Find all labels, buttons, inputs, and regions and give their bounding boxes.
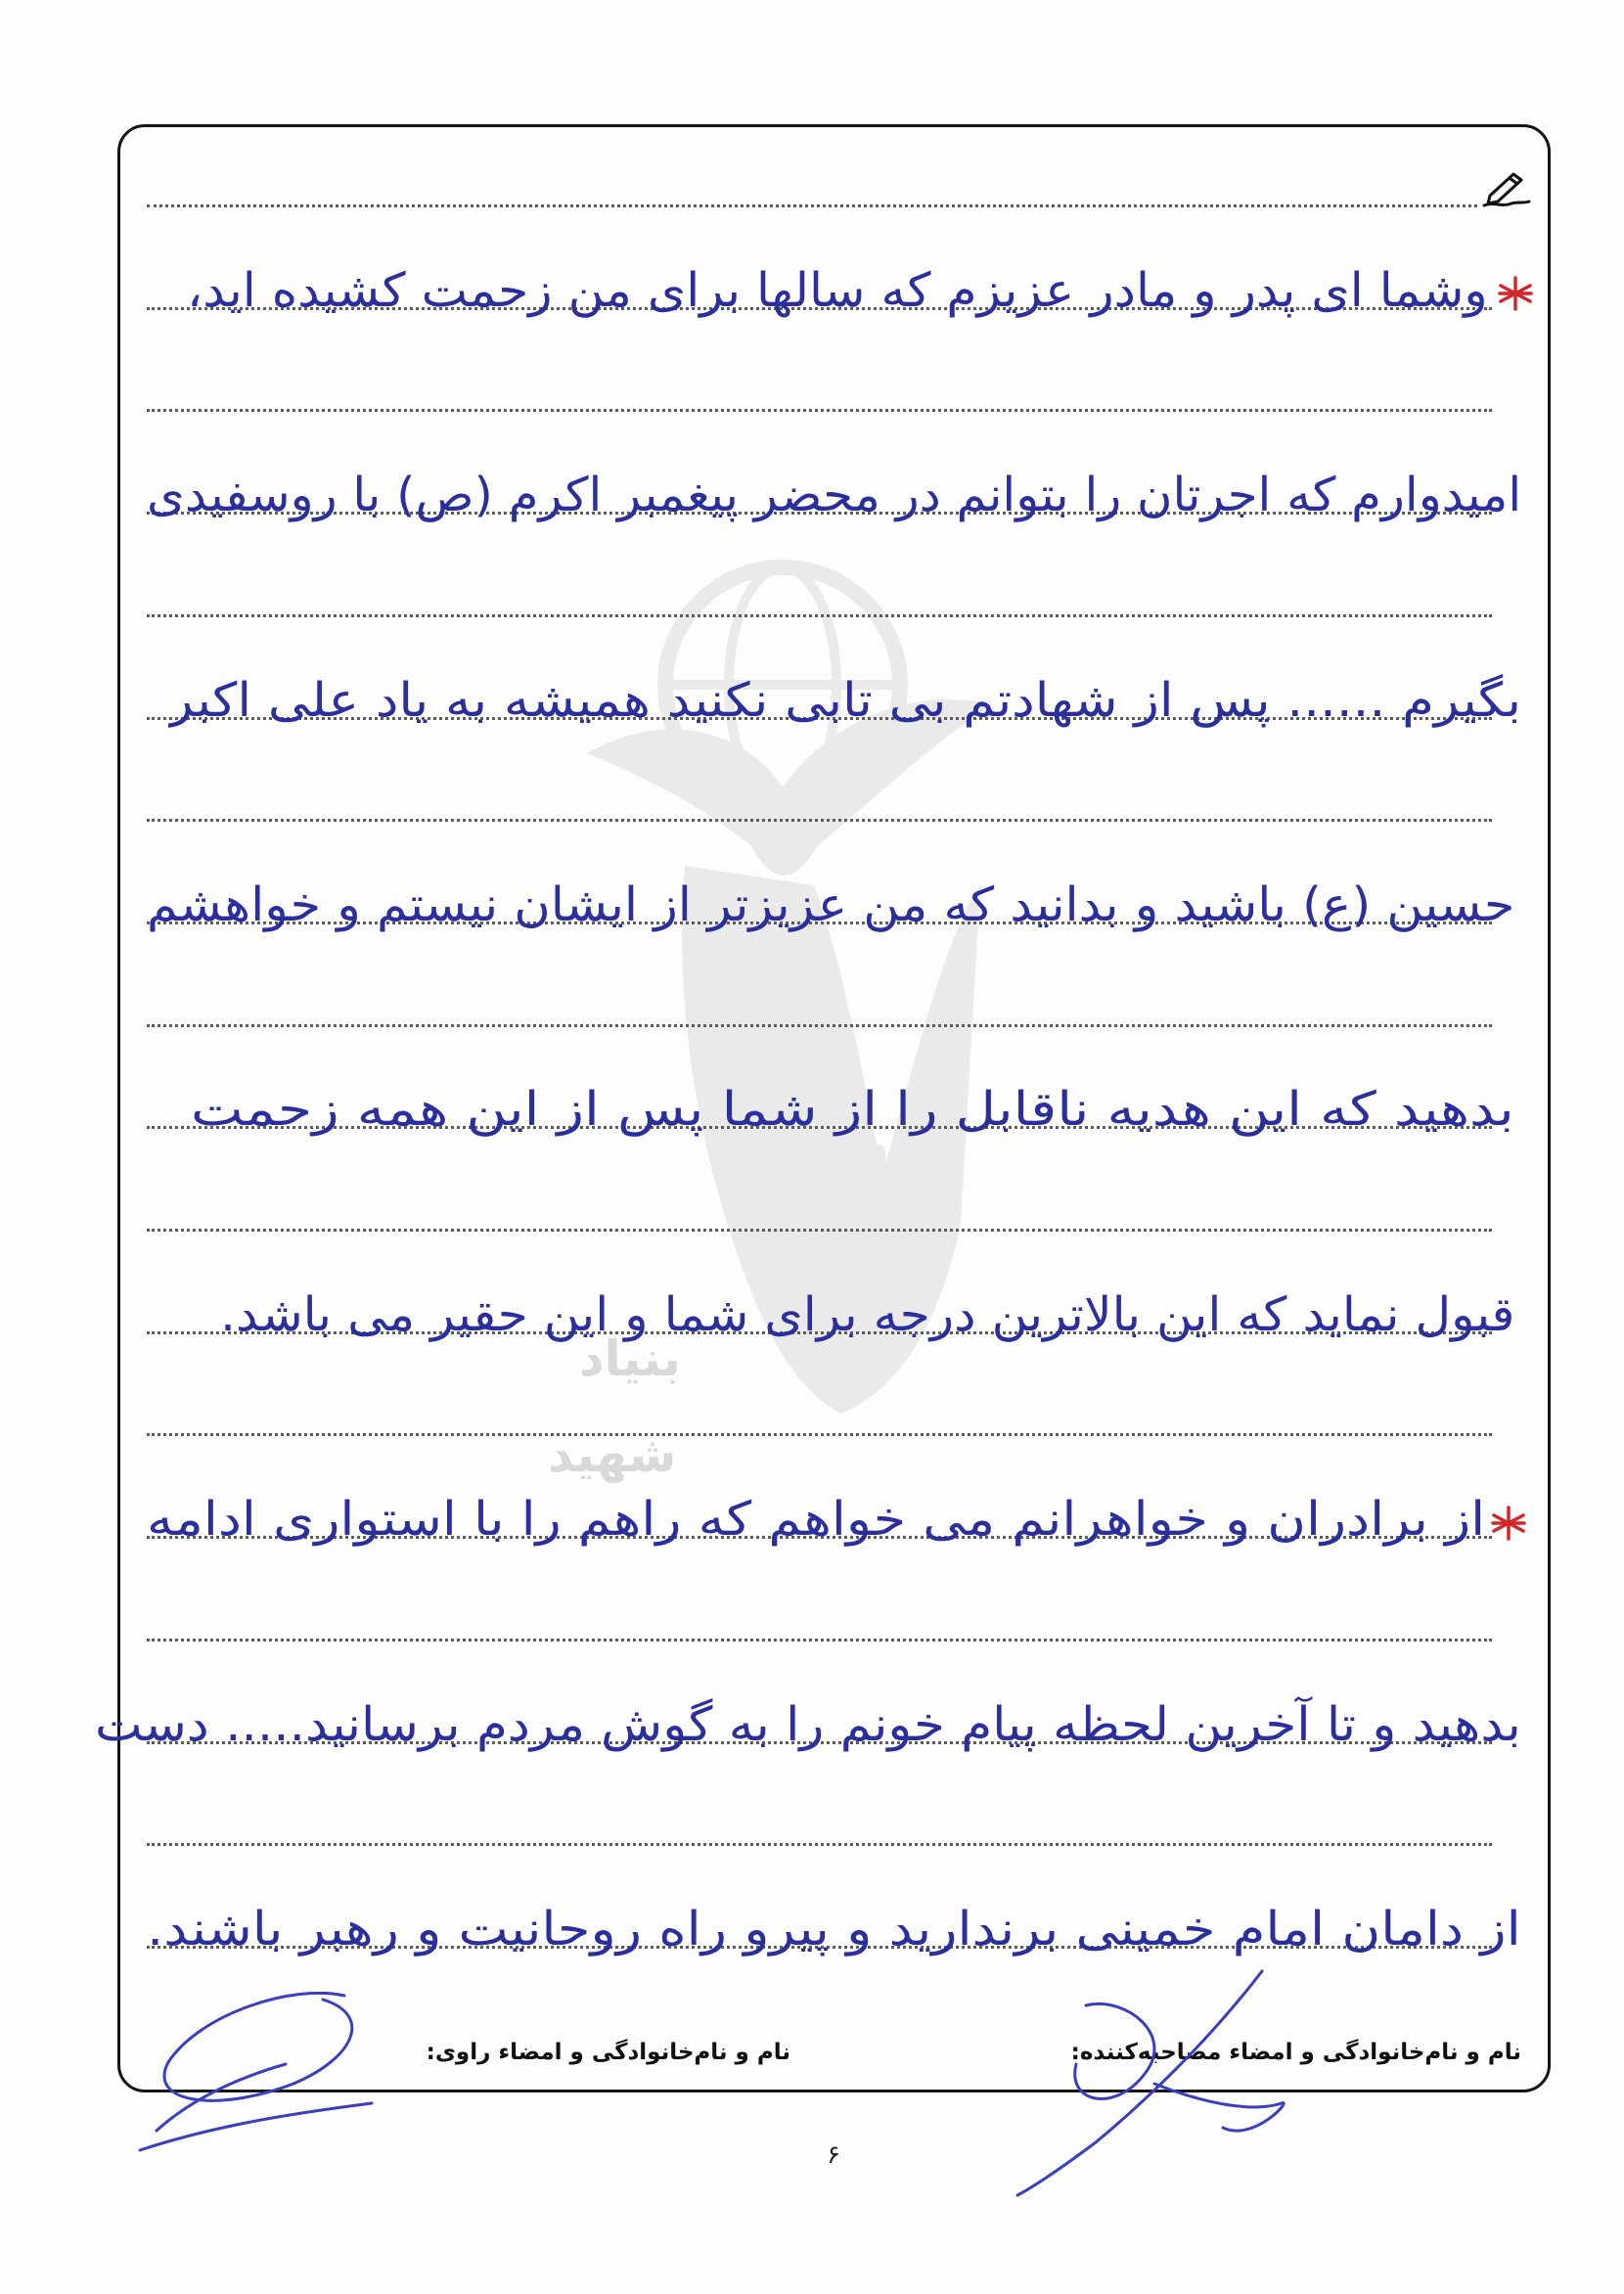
dotted-rule: [147, 614, 1492, 617]
watermark-text-line1: بنیاد: [579, 1330, 682, 1387]
handwritten-line-text: حسین (ع) باشید و بدانید که من عزیزتر از ایشان نیستم و خواهشم: [147, 877, 1514, 932]
handwritten-line: [220, 1271, 1514, 1359]
red-asterisk-icon: [1490, 1505, 1527, 1542]
dotted-rule: [147, 1024, 1492, 1027]
dotted-rule: [147, 1229, 1492, 1232]
dotted-rule: [147, 819, 1492, 822]
handwritten-line: [147, 1475, 1485, 1563]
interviewer-label-text: نام و نام‌خانوادگی و امضاء مصاحبه‌کننده:: [1070, 2040, 1521, 2065]
handwritten-line: [147, 1885, 1521, 1973]
interviewer-signature-label: [973, 2033, 1521, 2072]
handwritten-line-text: بدهید که این هدیه ناقابل را از شما پس از این همه زحمت: [191, 1082, 1514, 1137]
handwritten-line-text: بدهید و تا آخرین لحظه پیام خونم را به گوش مردم برسانید..... دست: [95, 1697, 1521, 1752]
handwritten-line: [147, 451, 1521, 539]
handwritten-line-text: قبول نماید که این بالاترین درجه برای شما و این حقیر می باشد.: [220, 1287, 1514, 1342]
handwritten-line-text: امیدوارم که اجرتان را بتوانم در محضر پیغمبر اکرم (ص) با روسفیدی: [147, 468, 1521, 522]
dotted-rule: [147, 204, 1477, 207]
handwritten-line-text: از برادران و خواهرانم می خواهم که راهم را با استواری ادامه: [147, 1492, 1485, 1547]
handwritten-line: [168, 656, 1521, 744]
page-number: ۶: [827, 2140, 840, 2170]
dotted-rule: [147, 1433, 1492, 1436]
handwritten-line-text: بگیرم ...... پس از شهادتم بی تابی نکنید همیشه به یاد علی اکبر: [168, 673, 1521, 728]
watermark-text-line2: شهید: [548, 1426, 677, 1483]
dotted-rule: [147, 1639, 1492, 1642]
red-asterisk-icon: [1497, 275, 1534, 312]
narrator-signature-label: [360, 2033, 790, 2072]
handwritten-line: [95, 1681, 1521, 1769]
handwritten-line-text: وشما ای پدر و مادر عزیزم که سالها برای من زحمت کشیده اید،: [187, 263, 1488, 318]
pencil-writing-icon: [1480, 166, 1531, 209]
handwritten-line: [147, 861, 1514, 949]
dotted-rule: [147, 1843, 1492, 1846]
handwritten-line-text: از دامان امام خمینی برندارید و پیرو راه روحانیت و رهبر باشند.: [147, 1902, 1521, 1957]
handwritten-line: [191, 1065, 1514, 1153]
dotted-rule: [147, 409, 1492, 412]
handwritten-line: [187, 247, 1488, 335]
narrator-label-text: نام و نام‌خانوادگی و امضاء راوی:: [426, 2040, 790, 2065]
